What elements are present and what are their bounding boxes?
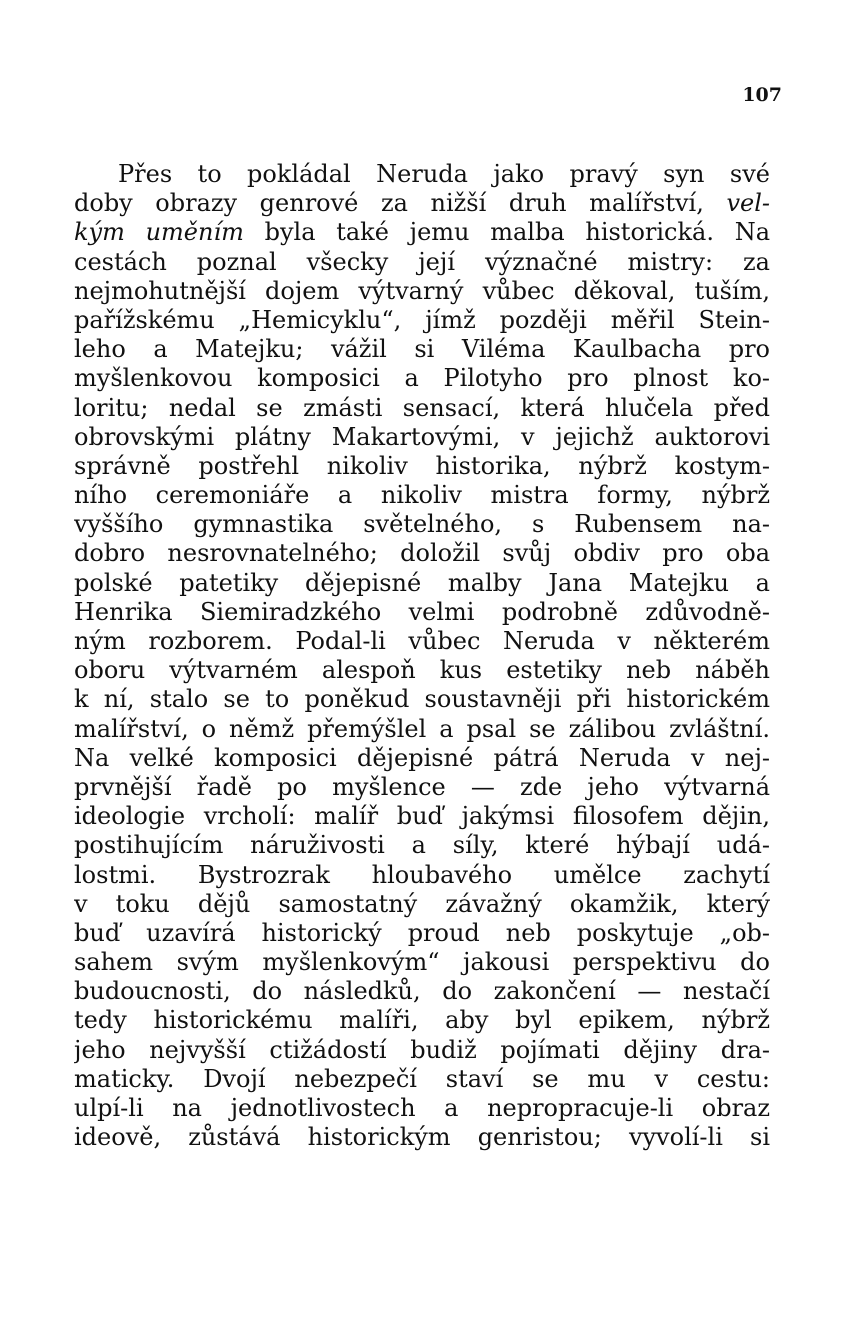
text-line: Na velké komposici dějepisné pátrá Neruda v nej- [74,743,770,772]
text-line: sahem svým myšlenkovým“ jakousi perspektivu do [74,948,770,977]
body-text [74,160,770,1152]
text-line: ulpí-li na jednotlivostech a nepropracuje-li obraz [74,1094,770,1122]
text-line: cestách poznal všecky její význačné mistry: za [74,247,770,276]
text-line: loritu; nedal se zmásti sensací, která hlučela před [74,393,770,422]
text-line: nejmohutnější dojem výtvarný vůbec děkoval, tuším, [74,276,770,305]
text-line: buď uzavírá historický proud neb poskytuje „ob- [74,918,770,947]
text-line: ideově, zůstává historickým genristou; vyvolí-li si [74,1123,770,1152]
text-line: leho a Matejku; vážil si Viléma Kaulbacha pro [74,335,770,364]
text-line: Přes to pokládal Neruda jako pravý syn své [118,160,770,188]
text-line: obrovskými plátny Makartovými, v jejichž auktorovi [74,422,770,451]
text-line: myšlenkovou komposici a Pilotyho pro plnost ko- [74,364,770,393]
italic-text: kým uměním [74,218,244,247]
text-line: dobro nesrovnatelného; doložil svůj obdiv pro oba [74,539,770,568]
text-line: malířství, o němž přemýšlel a psal se zálibou zvláštní. [74,714,770,743]
text-line: správně postřehl nikoliv historika, nýbrž kostym- [74,451,770,480]
text-line: tedy historickému malíři, aby byl epikem, nýbrž [74,1006,770,1035]
text-line: ideologie vrcholí: malíř buď jakýmsi filosofem dějin, [74,802,770,831]
text-line: polské patetiky dějepisné malby Jana Matejku a [74,568,770,597]
text-line: v toku dějů samostatný závažný okamžik, který [74,889,770,918]
text-line: maticky. Dvojí nebezpečí staví se mu v cestu: [74,1064,770,1093]
text-line: budoucnosti, do následků, do zakončení — nestačí [74,977,770,1006]
text-line: postihujícím náruživosti a síly, které hýbají udá- [74,831,770,860]
text-line: Henrika Siemiradzkého velmi podrobně zdůvodně- [74,597,770,626]
page-number: 107 [742,84,782,106]
text-line: ným rozborem. Podal-li vůbec Neruda v některém [74,627,770,655]
text-line: vyššího gymnastika světelného, s Rubensem na- [74,510,770,539]
text-line: ního ceremoniáře a nikoliv mistra formy, nýbrž [74,481,770,510]
text-line: jeho nejvyšší ctižádostí budiž pojímati dějiny dra- [74,1035,770,1064]
text-line-part: doby obrazy genrové za nižší druh malířství, [74,189,704,218]
text-line: prvnější řadě po myšlence — zde jeho výtvarná [74,772,770,801]
text-line: lostmi. Bystrozrak hloubavého umělce zachytí [74,860,770,889]
text-line [74,218,770,247]
text-line: oboru výtvarném alespoň kus estetiky neb náběh [74,656,770,685]
italic-text: vel- [726,189,770,218]
text-line: pařížskému „Hemicyklu“, jímž později měřil Stein- [74,305,770,334]
text-line: k ní, stalo se to poněkud soustavněji při historickém [74,685,770,714]
text-line-part: byla také jemu malba historická. Na [243,218,770,247]
text-line [74,189,770,218]
